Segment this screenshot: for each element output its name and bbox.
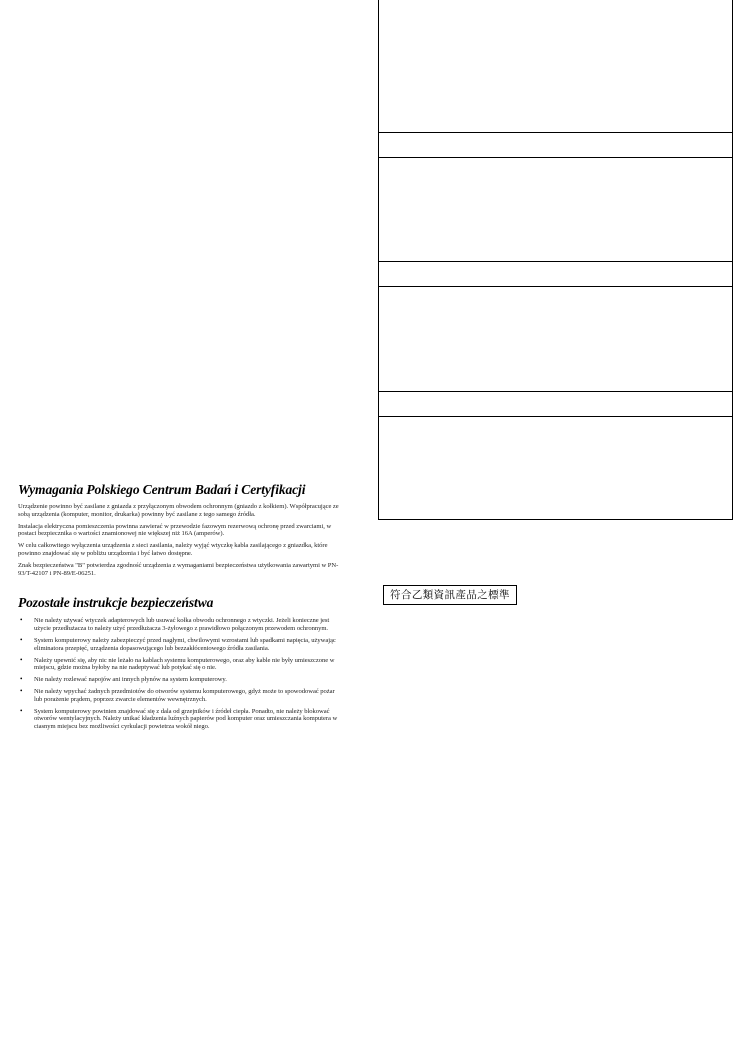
pcbc-heading: Wymagania Polskiego Centrum Badań i Certyfikacji bbox=[18, 482, 306, 497]
table-row-divider bbox=[379, 132, 732, 133]
other-safety-heading: Pozostałe instrukcje bezpieczeństwa bbox=[18, 595, 214, 611]
table-row-divider bbox=[379, 157, 732, 158]
list-item-text: System komputerowy powinien znajdować się z dala od grzejników i źródeł ciepła. Ponadto, nie należy blokować otworów wentylacyjnych. Należy unikać kładzenia luźnych papierów pod komputer oraz umieszczania komputera w ciasnym miejscu bez możliwości cyrkulacji powietrza wokół niego. bbox=[34, 707, 338, 731]
list-item bbox=[18, 657, 340, 673]
list-item-text: Należy upewnić się, aby nic nie leżało na kablach systemu komputerowego, oraz aby kable nie były umieszczone w miejscu, gdzie można byłoby na nie nadeptywać lub potykać się o nie. bbox=[34, 656, 335, 672]
bullet-icon: • bbox=[20, 616, 23, 625]
list-item bbox=[18, 676, 340, 684]
pcbc-paragraph-2: Instalacja elektryczna pomieszczenia powinna zawierać w przewodzie fazowym rezerwową ochronę przed zwarciami, w postaci bezpiecznika o wartości znamionowej nie większej niż 16A (amperów). bbox=[18, 522, 332, 538]
pcbc-paragraph-4: Znak bezpieczeństwa "B" potwierdza zgodność urządzenia z wymaganiami bezpieczeństwa użytkowania zawartymi w PN-93/T-42107 i PN-89/E-06251. bbox=[18, 561, 339, 577]
table-row-divider bbox=[379, 416, 732, 417]
bullet-icon: • bbox=[20, 686, 23, 695]
list-item bbox=[18, 708, 340, 731]
left-column bbox=[18, 482, 340, 735]
safety-bullet-list bbox=[18, 617, 340, 731]
bullet-icon: • bbox=[20, 635, 23, 644]
blank-bordered-table bbox=[378, 0, 733, 520]
pcbc-paragraph-1: Urządzenie powinno być zasilane z gniazda z przyłączonym obwodem ochronnym (gniazdo z kołkiem). Współpracujące ze sobą urządzenia (komputer, monitor, drukarka) powinny być zasilane z tego samego źródła. bbox=[18, 503, 339, 518]
table-row-divider bbox=[379, 286, 732, 287]
bullet-icon: • bbox=[20, 706, 23, 715]
list-item bbox=[18, 688, 340, 704]
list-item-text: Nie należy używać wtyczek adapterowych lub usuwać kołka obwodu ochronnego z wtyczki. Jeżeli konieczne jest użycie przedłużacza to należy użyć przedłużacza 3-żyłowego z prawidłowo połączonym przewodem ochronnym. bbox=[34, 617, 330, 633]
bullet-icon: • bbox=[20, 675, 23, 684]
pcbc-paragraph-3: W celu całkowitego wyłączenia urządzenia z sieci zasilania, należy wyjąć wtyczkę kabla zasilającego z gniazdka, które powinno znajdować się w pobliżu urządzenia i być łatwo dostępne. bbox=[18, 542, 328, 557]
list-item-text: Nie należy wpychać żadnych przedmiotów do otworów systemu komputerowego, gdyż może to spowodować pożar lub porażenie prądem, poprzez zwarcie elementów wewnętrznych. bbox=[34, 687, 335, 703]
list-item bbox=[18, 617, 340, 633]
table-row-divider bbox=[379, 391, 732, 392]
list-item-text: System komputerowy należy zabezpieczyć przed nagłymi, chwilowymi wzrostami lub spadkami napięcia, używając eliminatora przepięć, urządzenia dopasowującego lub bezzakłóceniowego źródła zasilania. bbox=[34, 636, 336, 652]
list-item bbox=[18, 637, 340, 653]
table-row-divider bbox=[379, 261, 732, 262]
taiwan-class-b-label: 符合乙類資訊產品之標準 bbox=[383, 585, 517, 605]
list-item-text: Nie należy rozlewać napojów ani innych płynów na system komputerowy. bbox=[34, 676, 227, 684]
bullet-icon: • bbox=[20, 655, 23, 664]
